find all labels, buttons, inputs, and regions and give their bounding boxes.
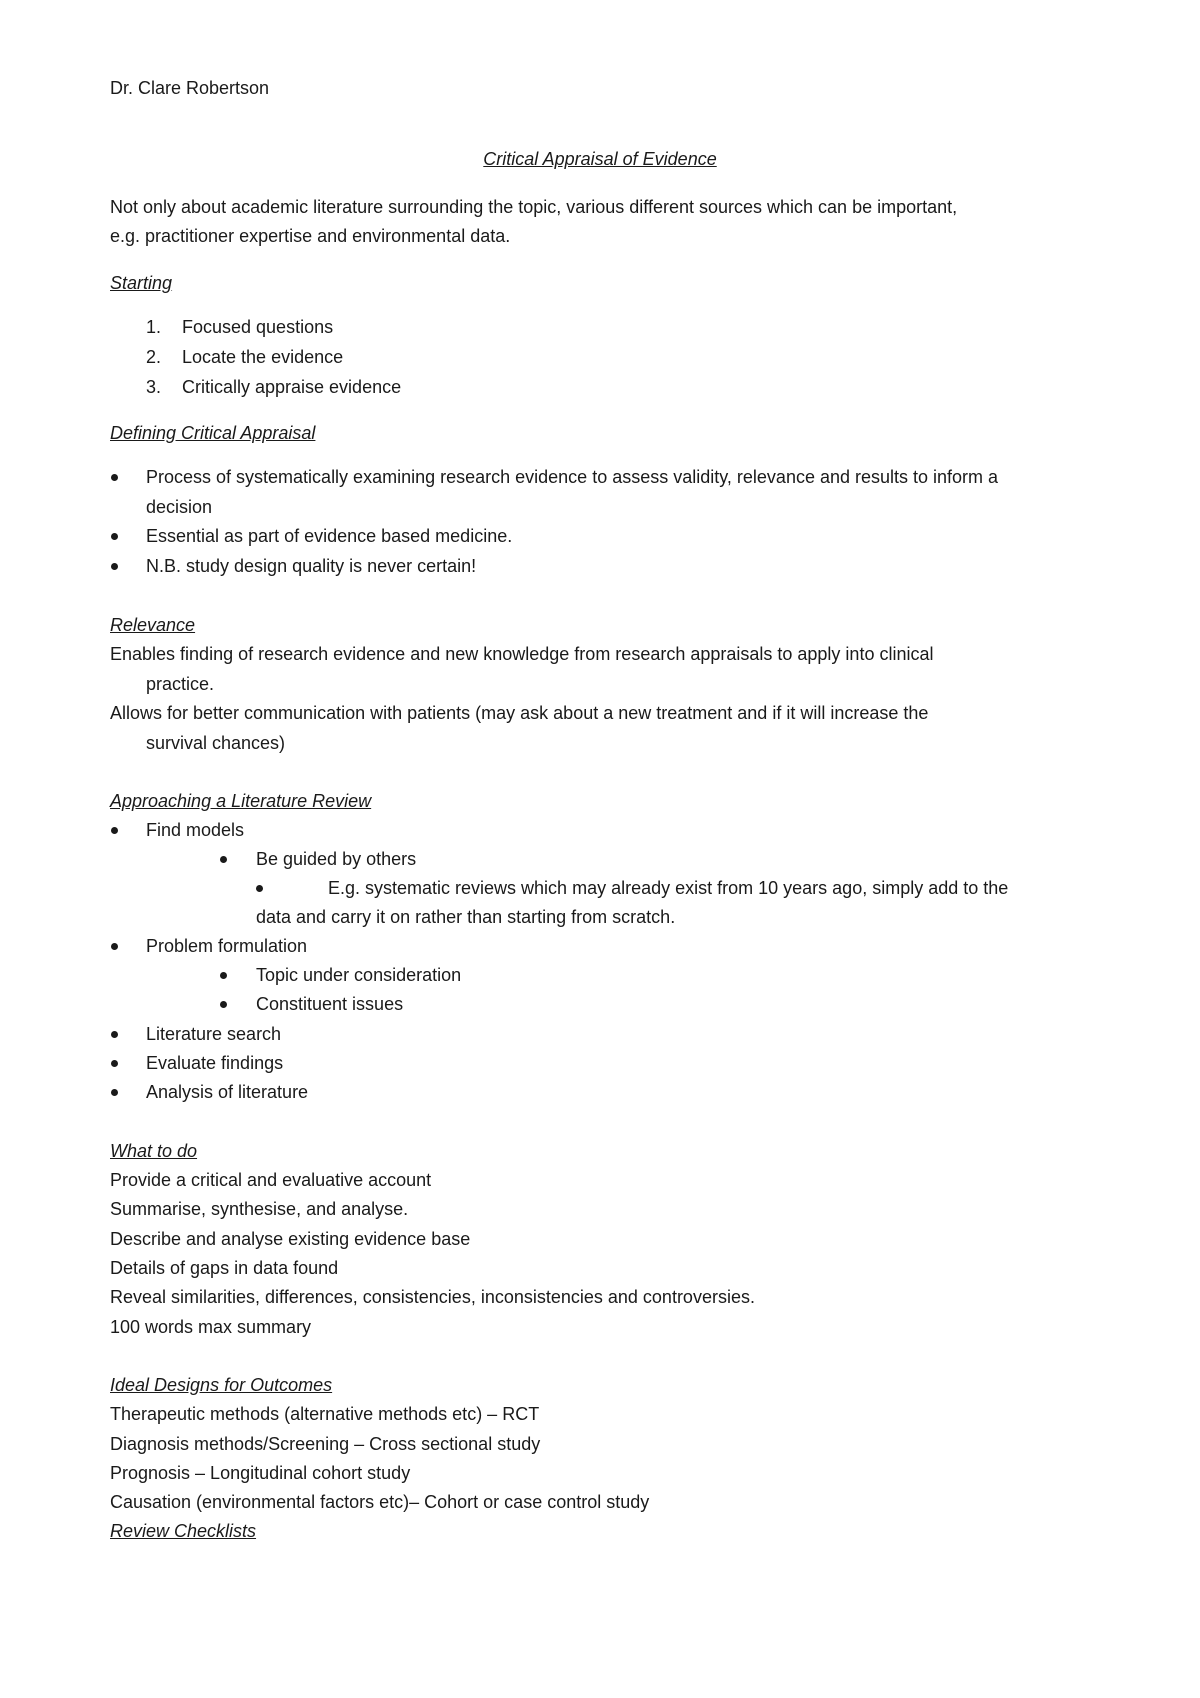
list-item-continuation: decision — [146, 497, 213, 517]
list-item: Literature search — [146, 1024, 282, 1044]
bullet-icon — [111, 474, 118, 481]
text-line: Prognosis – Longitudinal cohort study — [110, 1463, 411, 1483]
section-heading-review-checklists: Review Checklists — [110, 1521, 257, 1541]
list-item: Constituent issues — [256, 994, 404, 1014]
list-item: Evaluate findings — [146, 1053, 284, 1073]
list-number: 3. — [146, 377, 162, 397]
text-line: Details of gaps in data found — [110, 1258, 339, 1278]
bullet-icon — [220, 1001, 227, 1008]
list-item: Be guided by others — [256, 849, 417, 869]
bullet-icon — [111, 1060, 118, 1067]
list-number: 2. — [146, 347, 162, 367]
section-heading-starting: Starting — [110, 273, 173, 293]
bullet-icon — [111, 1089, 118, 1096]
bullet-icon — [256, 885, 263, 892]
section-heading-what-to-do: What to do — [110, 1141, 198, 1161]
text-line: 100 words max summary — [110, 1317, 312, 1337]
list-item: Process of systematically examining research evidence to assess validity, relevance and results to inform a — [146, 467, 999, 487]
section-heading-approaching: Approaching a Literature Review — [110, 791, 372, 811]
paragraph-line: practice. — [146, 674, 215, 694]
text-line: Provide a critical and evaluative account — [110, 1170, 432, 1190]
text-line: Reveal similarities, differences, consistencies, inconsistencies and controversies. — [110, 1287, 755, 1307]
section-heading-ideal-designs: Ideal Designs for Outcomes — [110, 1375, 333, 1395]
list-item: Find models — [146, 820, 245, 840]
list-item-continuation: data and carry it on rather than starting from scratch. — [256, 907, 676, 927]
text-line: Diagnosis methods/Screening – Cross sectional study — [110, 1434, 541, 1454]
list-item: Essential as part of evidence based medicine. — [146, 526, 513, 546]
bullet-icon — [111, 1031, 118, 1038]
intro-line-1: Not only about academic literature surrounding the topic, various different sources which can be important, — [110, 197, 958, 217]
list-item: Problem formulation — [146, 936, 308, 956]
text-line: Causation (environmental factors etc)– Cohort or case control study — [110, 1492, 650, 1512]
intro-line-2: e.g. practitioner expertise and environmental data. — [110, 226, 511, 246]
paragraph-line: survival chances) — [146, 733, 286, 753]
list-item: Critically appraise evidence — [182, 377, 402, 397]
list-item: N.B. study design quality is never certain! — [146, 556, 477, 576]
bullet-icon — [111, 563, 118, 570]
list-item: Analysis of literature — [146, 1082, 309, 1102]
text-line: Therapeutic methods (alternative methods etc) – RCT — [110, 1404, 540, 1424]
section-heading-defining: Defining Critical Appraisal — [110, 423, 316, 443]
section-heading-relevance: Relevance — [110, 615, 196, 635]
list-item: Locate the evidence — [182, 347, 344, 367]
bullet-icon — [220, 856, 227, 863]
text-line: Summarise, synthesise, and analyse. — [110, 1199, 409, 1219]
text-line: Describe and analyse existing evidence base — [110, 1229, 471, 1249]
list-item: Focused questions — [182, 317, 334, 337]
list-item: E.g. systematic reviews which may already exist from 10 years ago, simply add to the — [328, 878, 1009, 898]
bullet-icon — [220, 972, 227, 979]
bullet-icon — [111, 827, 118, 834]
document-title: Critical Appraisal of Evidence — [483, 149, 717, 169]
bullet-icon — [111, 943, 118, 950]
list-item: Topic under consideration — [256, 965, 462, 985]
author-name: Dr. Clare Robertson — [110, 78, 270, 98]
bullet-icon — [111, 533, 118, 540]
paragraph-line: Allows for better communication with patients (may ask about a new treatment and if it will increase the — [110, 703, 929, 723]
paragraph-line: Enables finding of research evidence and new knowledge from research appraisals to apply into clinical — [110, 644, 934, 664]
list-number: 1. — [146, 317, 162, 337]
